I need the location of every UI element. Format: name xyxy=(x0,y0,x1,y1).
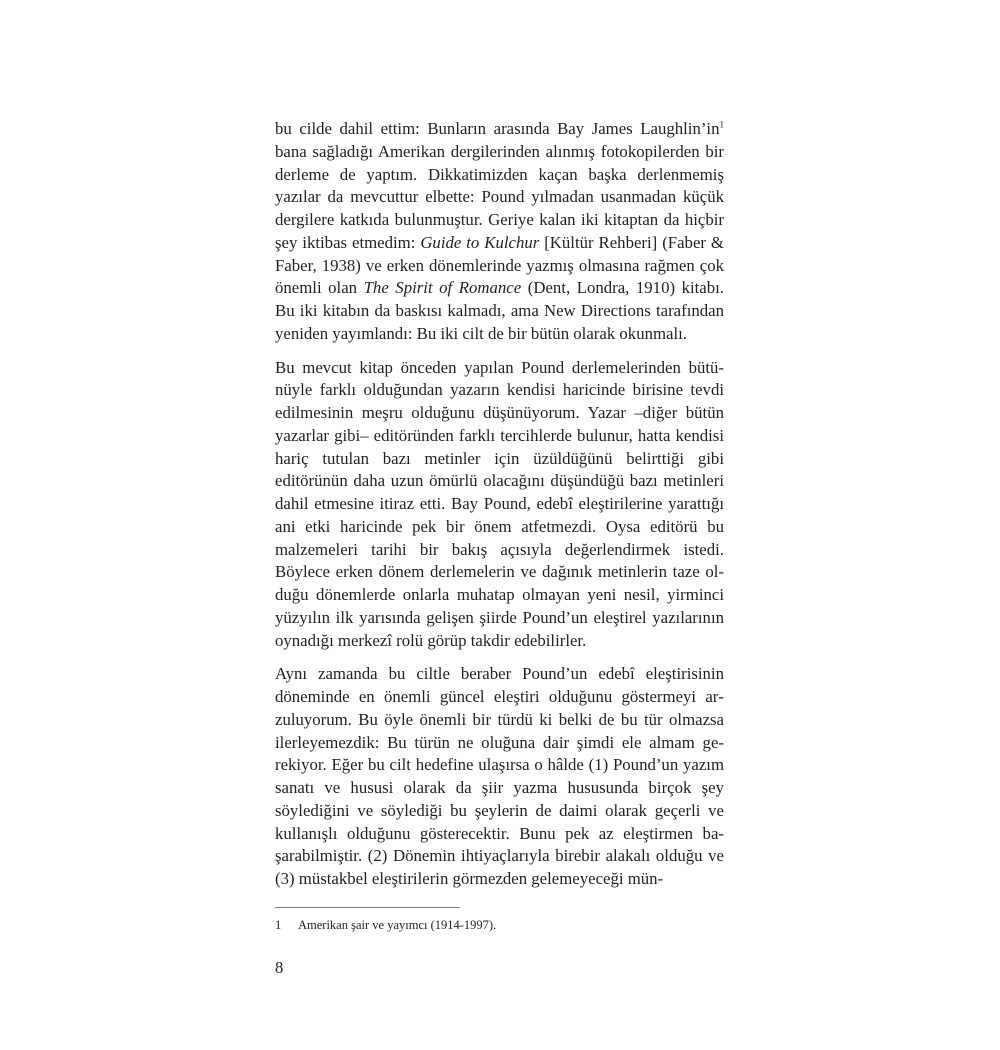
paragraph-3: Aynı zamanda bu ciltle beraber Pound’un edebî eleştirisinin döneminde en önemli güncel eleştiri olduğunu göstermeyi arzuluyorum. Bu öyle önemli bir türdü ki belki de bu tür olmazsa ilerleyemezdik: Bu türün ne oluğuna dair şimdi ele almam gerekiyor. Eğer bu cilt hedefine ulaşırsa o hâlde (1) Pound’un yazım sanatı ve hususi olarak da şiir yazma hususunda birçok şey söylediğini ve söylediği bu şeylerin de daimi olarak geçerli ve kullanışlı olduğunu gösterecektir. Bunu pek az eleştirmen başarabilmiştir. (2) Dönemin ihtiyaçlarıyla birebir alakalı olduğu ve (3) müstakbel eleştirilerin görmezden gelemeyeceği mün- xyxy=(275,664,724,888)
footnote-text: Amerikan şair ve yayımcı (1914-1997). xyxy=(298,918,497,932)
footnote-divider xyxy=(275,907,460,908)
page-number: 8 xyxy=(275,958,284,977)
paragraph-1-opening: bu cilde dahil ettim: Bunların arasında Bay James Laughlin’in xyxy=(275,119,720,138)
body-text xyxy=(275,118,724,891)
paragraph-1-part-a: bana sağladığı Amerikan dergilerinden alınmış fotokopilerden bir derleme de yaptım. Dikkatimizden kaçan başka derlenmemiş yazılar da mevcuttur elbette: Pound yılmadan usanmadan küçük dergilere katkıda bulunmuştur. Geriye kalan iki kitaptan da hiçbir şey iktibas etmedim: xyxy=(275,141,724,252)
paragraph-1 xyxy=(275,118,724,346)
paragraph-1-part-b: [Kültür Rehberi] (Faber & Faber, 1938) ve erken dönemlerinde yazmış olmasına rağmen çok önemli olan xyxy=(275,232,724,298)
book-title-spirit-of-romance: The Spirit of Romance xyxy=(363,278,522,298)
paragraph-1-part-c: (Dent, Londra, 1910) kitabı. Bu iki kitabın da baskısı kalmadı, ama New Directions tarafından yeniden yayımlandı: Bu iki cilt de bir bütün olarak okunmalı. xyxy=(275,278,725,343)
paragraph-2: Bu mevcut kitap önceden yapılan Pound derlemelerinden bütünüyle farklı olduğundan yazarın kendisi haricinde birisine tevdi edilmesinin meşru olduğunu düşünüyorum. Yazar –diğer bütün yazarlar gibi– editöründen farklı tercihlerde bulunur, hatta kendisi hariç tutulan bazı metinler için üzüldüğünü belirttiği gibi editörünün daha uzun ömürlü olacağını düşündüğü bazı metinleri dahil etmesine itiraz etti. Bay Pound, edebî eleştirilerine yarattığı ani etki haricinde pek bir önem atfetmezdi. Oysa editörü bu malzemeleri tarihi bir bakış açısıyla değerlendirmek istedi. Böylece erken dönem derlemelerin ve dağınık metinlerin taze olduğu dönemlerde onlarla muhatap olmayan yeni nesil, yirminci yüzyılın ilk yarısında gelişen şiirde Pound’un eleştirel yazılarının oynadığı merkezî rolü görüp takdir edebilirler. xyxy=(275,357,724,650)
book-title-guide-to-kulchur: Guide to Kulchur xyxy=(420,232,540,252)
footnote-number: 1 xyxy=(275,918,282,932)
footnote xyxy=(275,917,496,933)
footnote-reference: 1 xyxy=(719,119,724,130)
